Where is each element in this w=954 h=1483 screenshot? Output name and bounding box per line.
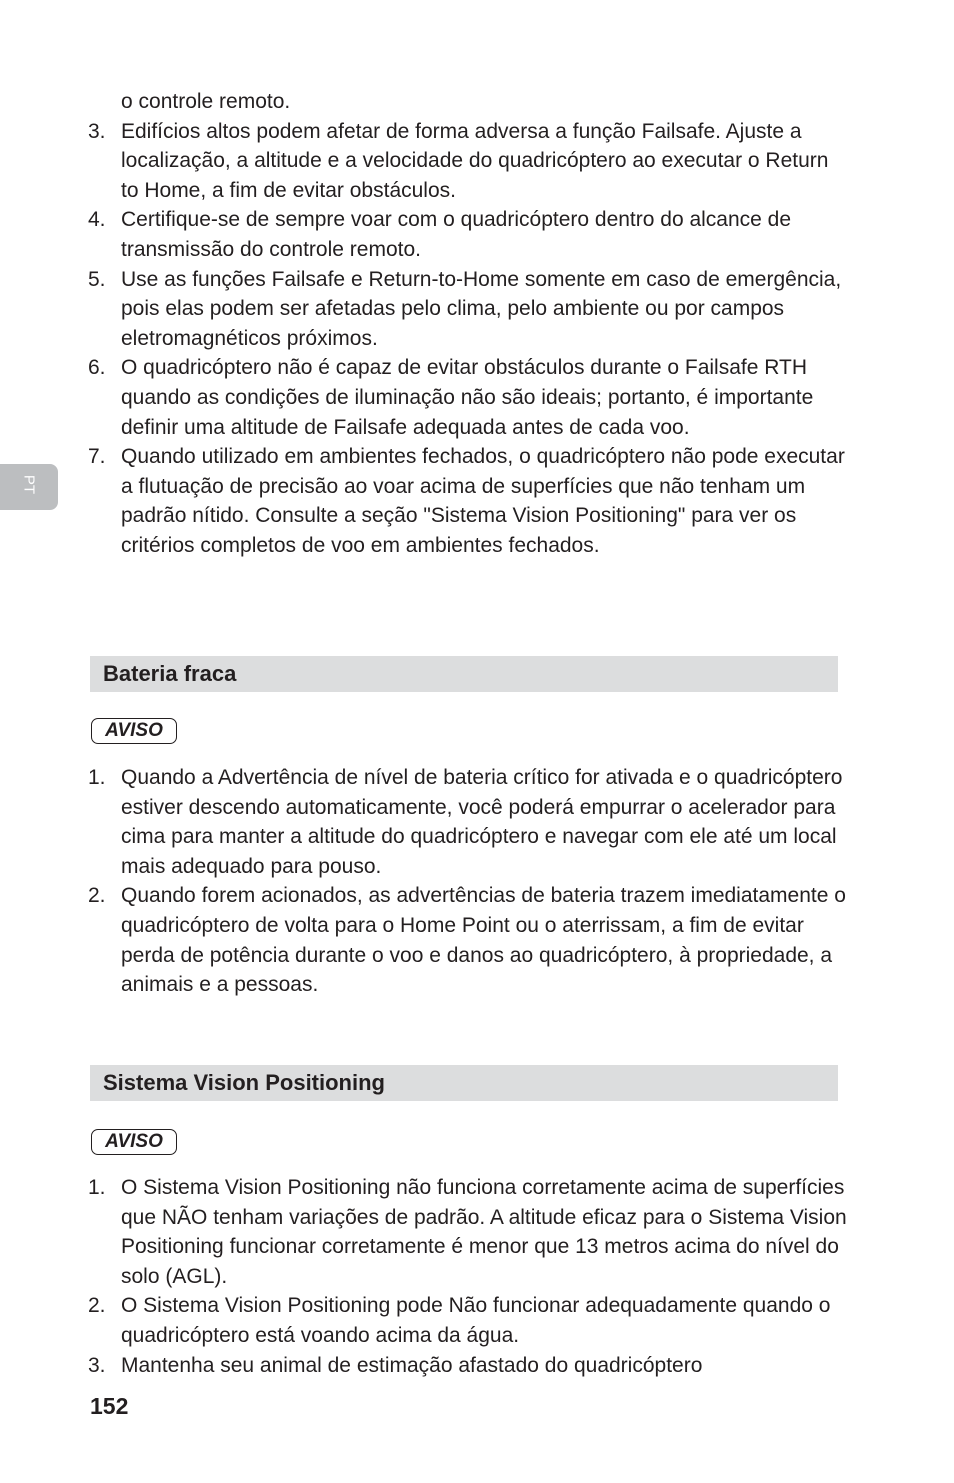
notice-badge: AVISO bbox=[91, 718, 177, 744]
list-item-text: Use as funções Failsafe e Return-to-Home somente em caso de emergência, pois elas podem ser afetadas pelo clima, pelo ambiente ou por campos eletromagnéticos próximos. bbox=[121, 267, 842, 350]
list-item-text: Quando utilizado em ambientes fechados, o quadricóptero não pode executar a flutuação de precisão ao voar acima de superfícies que não tenham um padrão nítido. Consulte a seção "Sistema Vision Positioning" para ver os critérios completos de voo em ambientes fechados. bbox=[121, 445, 845, 557]
list-item-number: 5. bbox=[88, 267, 106, 291]
section-title: Sistema Vision Positioning bbox=[103, 1070, 385, 1095]
list-item bbox=[88, 1173, 848, 1291]
list-item bbox=[88, 1351, 848, 1381]
list-item bbox=[88, 1291, 848, 1350]
page-number: 152 bbox=[90, 1393, 129, 1419]
list-item-text: Certifique-se de sempre voar com o quadricóptero dentro do alcance de transmissão do controle remoto. bbox=[121, 208, 792, 261]
list-item bbox=[88, 205, 848, 264]
list-item-number: 7. bbox=[88, 445, 106, 469]
list-item-continuation: o controle remoto. bbox=[121, 90, 291, 113]
list-item-number: 6. bbox=[88, 356, 106, 380]
list-item bbox=[88, 881, 848, 999]
list-item-text: O Sistema Vision Positioning não funciona corretamente acima de superfícies que NÃO tenham variações de padrão. A altitude eficaz para o Sistema Vision Positioning funcionar corretamente é menor que 13 metros acima do nível do solo (AGL). bbox=[121, 1176, 847, 1288]
list-item-text: O quadricóptero não é capaz de evitar obstáculos durante o Failsafe RTH quando as condições de iluminação não são ideais; portanto, é importante definir uma altitude de Failsafe adequada antes de cada voo. bbox=[121, 356, 814, 439]
list-item bbox=[88, 353, 848, 442]
vision-list bbox=[88, 1173, 848, 1380]
intro-list bbox=[88, 87, 848, 561]
list-item bbox=[88, 442, 848, 560]
list-item-number: 2. bbox=[88, 1294, 106, 1318]
language-tab-label: PT bbox=[20, 474, 38, 495]
list-item-number: 2. bbox=[88, 884, 106, 908]
list-item bbox=[88, 763, 848, 881]
language-tab bbox=[0, 464, 58, 510]
notice-badge: AVISO bbox=[91, 1129, 177, 1155]
list-item-number: 4. bbox=[88, 208, 106, 232]
list-item bbox=[88, 117, 848, 206]
list-item-text: O Sistema Vision Positioning pode Não funcionar adequadamente quando o quadricóptero está voando acima da água. bbox=[121, 1294, 831, 1347]
list-item-text: Quando a Advertência de nível de bateria crítico for ativada e o quadricóptero estiver descendo automaticamente, você poderá empurrar o acelerador para cima para manter a altitude do quadricóptero e navegar com ele até um local mais adequado para pouso. bbox=[121, 766, 843, 878]
list-item-number: 1. bbox=[88, 766, 106, 789]
section-title: Bateria fraca bbox=[103, 661, 237, 686]
list-item-text: Quando forem acionados, as advertências de bateria trazem imediatamente o quadricóptero de volta para o Home Point ou o aterrissam, a fim de evitar perda de potência durante o voo e danos ao quadricóptero, à propriedade, a animais e a pessoas. bbox=[121, 884, 846, 997]
section-heading-vision bbox=[90, 1065, 838, 1101]
battery-list bbox=[88, 763, 848, 1000]
list-item-number: 1. bbox=[88, 1176, 106, 1199]
list-item-text: Edifícios altos podem afetar de forma adversa a função Failsafe. Ajuste a localização, a altitude e a velocidade do quadricóptero ao executar o Return to Home, a fim de evitar obstáculos. bbox=[121, 119, 829, 202]
list-item bbox=[88, 265, 848, 354]
section-heading-battery bbox=[90, 656, 838, 692]
list-item-number: 3. bbox=[88, 119, 106, 143]
list-item-number: 3. bbox=[88, 1353, 106, 1377]
list-item-text: Mantenha seu animal de estimação afastado do quadricóptero bbox=[121, 1353, 703, 1377]
